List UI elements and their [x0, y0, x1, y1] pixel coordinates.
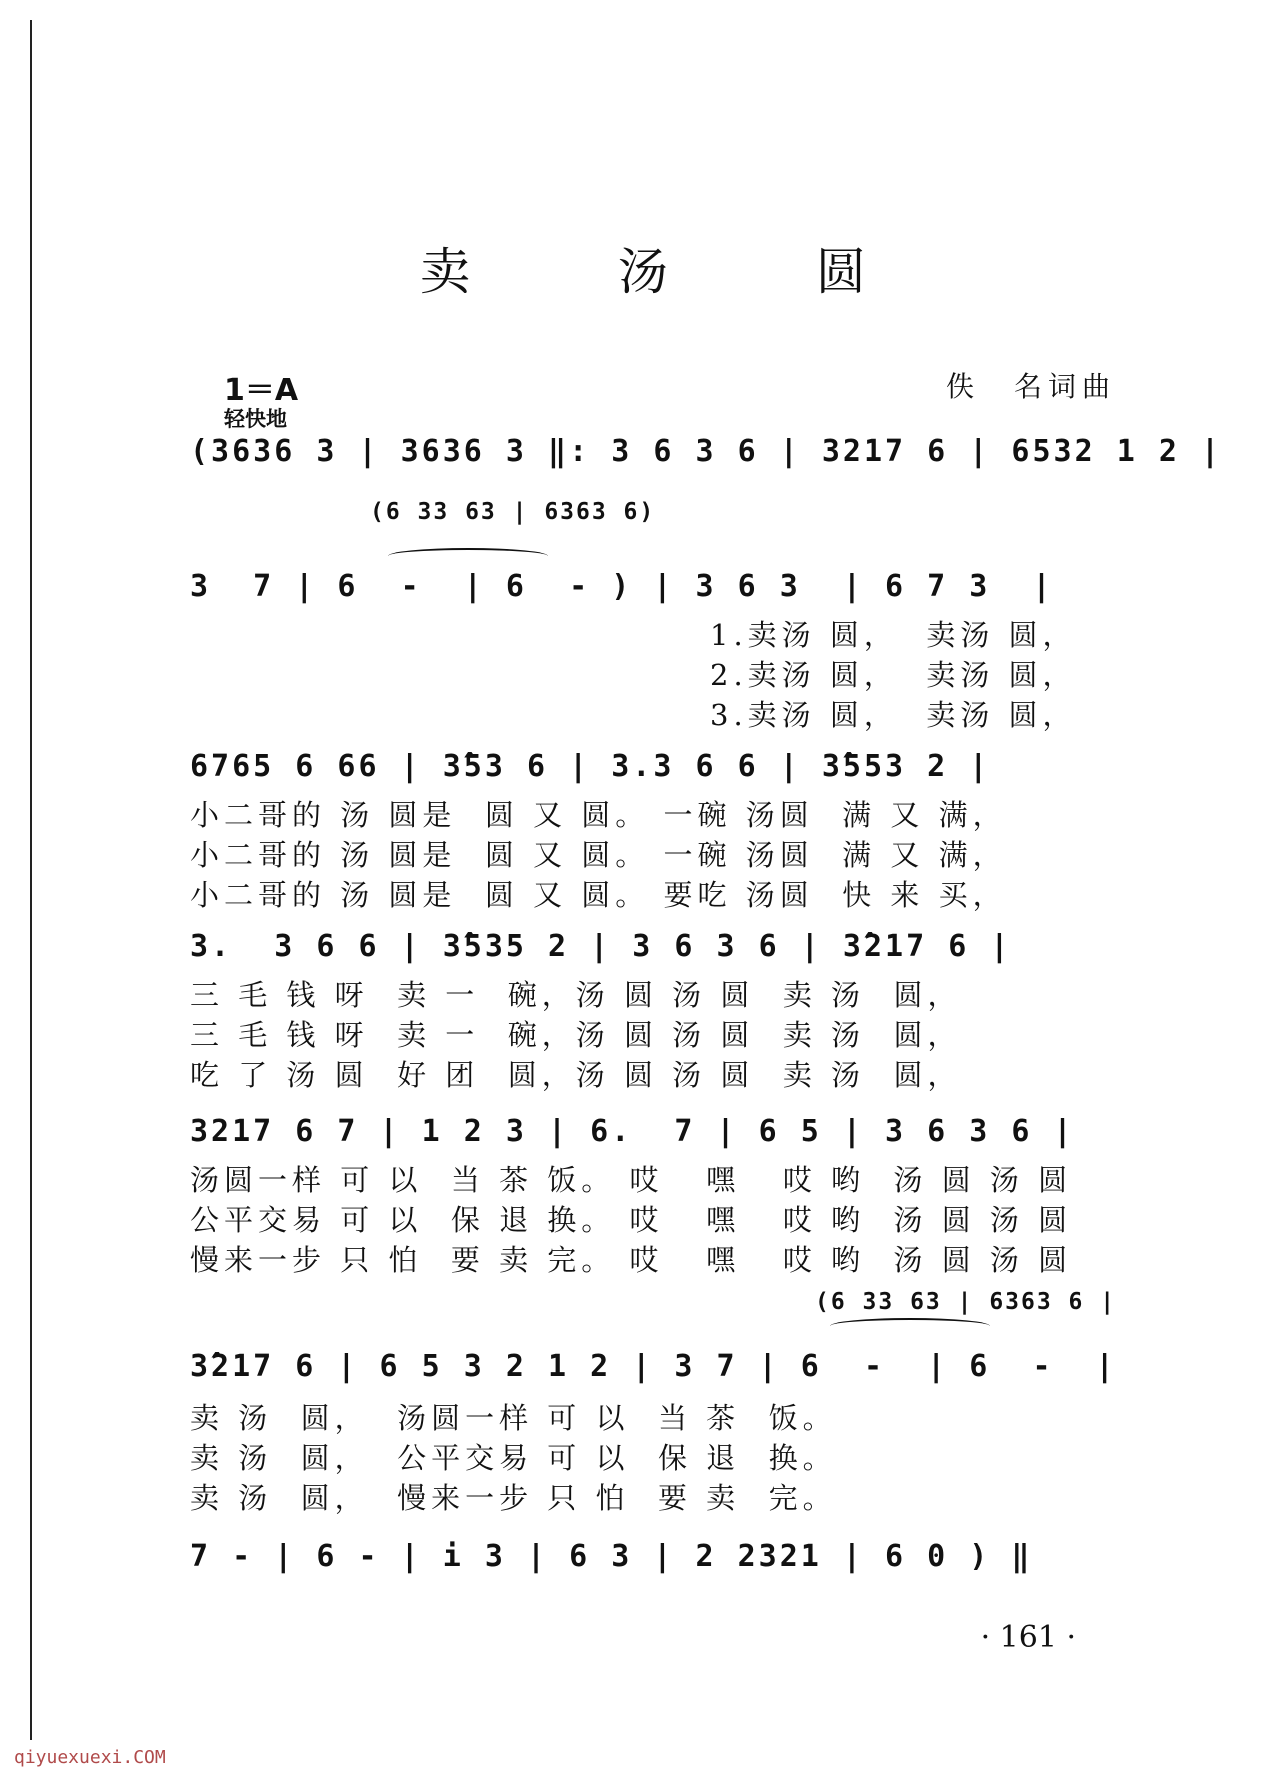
- lyric-block4-2: 卖 汤 圆， 公平交易 可 以 保 退 换。: [190, 1441, 837, 1475]
- notation-line-1: (3636 3 | 3636 3 ‖: 3 6 3 6 | 3217 6 | 6532 1 2 |: [190, 434, 1223, 469]
- notation-line-7: 7 - | 6 - | i 3 | 6 3 | 2 2321 | 6 0 ) ‖: [190, 1539, 1033, 1574]
- lyric-intro-1: 1.卖汤 圆， 卖汤 圆，: [710, 618, 1077, 652]
- lyric-intro-2: 2.卖汤 圆， 卖汤 圆，: [710, 658, 1077, 692]
- notation-line-2: 3 7 | 6 - | 6 - ) | 3 6 3 | 6 7 3 |: [190, 569, 1054, 604]
- lyric-block4-1: 卖 汤 圆， 汤圆一样 可 以 当 茶 饭。: [190, 1401, 837, 1435]
- lyric-block1-3: 小二哥的 汤 圆是 圆 又 圆。 要吃 汤圆 快 来 买，: [190, 878, 1007, 912]
- notation-line-1-sub: (6 33 63 | 6363 6): [370, 499, 656, 525]
- notation-line-6: 3̂217 6 | 6 5 3 2 1 2 | 3 7 | 6 - | 6 - |: [190, 1349, 1117, 1384]
- notation-line-3: 6765 6 66 | 3̂53 6 | 3.3 6 6 | 3̂553 2 |: [190, 749, 991, 784]
- watermark: qiyuexuexi.COM: [14, 1747, 166, 1768]
- lyric-intro-3: 3.卖汤 圆， 卖汤 圆，: [710, 698, 1077, 732]
- notation-line-4: 3. 3 6 6 | 3̂535 2 | 3 6 3 6 | 3̂217 6 |: [190, 929, 1012, 964]
- lyric-block4-3: 卖 汤 圆， 慢来一步 只 怕 要 卖 完。: [190, 1481, 837, 1515]
- credit: 佚 名词曲: [945, 370, 1116, 403]
- lyric-block2-2: 三 毛 钱 呀 卖 一 碗，汤 圆 汤 圆 卖 汤 圆，: [190, 1018, 962, 1052]
- notation-line-5-sub: (6 33 63 | 6363 6 |: [815, 1289, 1117, 1315]
- lyric-block3-3: 慢来一步 只 怕 要 卖 完。 哎 嘿 哎 哟 汤 圆 汤 圆: [190, 1243, 1073, 1277]
- lyric-block2-1: 三 毛 钱 呀 卖 一 碗，汤 圆 汤 圆 卖 汤 圆，: [190, 978, 962, 1012]
- lyric-block1-1: 小二哥的 汤 圆是 圆 又 圆。 一碗 汤圆 满 又 满，: [190, 798, 1007, 832]
- slur: [830, 1318, 990, 1334]
- page-number: · 161 ·: [980, 1620, 1076, 1655]
- lyric-block2-3: 吃 了 汤 圆 好 团 圆，汤 圆 汤 圆 卖 汤 圆，: [190, 1058, 962, 1092]
- key-signature: 1＝A: [224, 373, 299, 408]
- song-title: 卖 汤 圆: [420, 243, 932, 301]
- slur: [388, 548, 548, 564]
- lyric-block3-1: 汤圆一样 可 以 当 茶 饭。 哎 嘿 哎 哟 汤 圆 汤 圆: [190, 1163, 1073, 1197]
- tempo-marking: 轻快地: [224, 407, 287, 431]
- lyric-block1-2: 小二哥的 汤 圆是 圆 又 圆。 一碗 汤圆 满 又 满，: [190, 838, 1007, 872]
- notation-line-5: 3217 6 7 | 1 2 3 | 6. 7 | 6 5 | 3 6 3 6 |: [190, 1114, 1075, 1149]
- lyric-block3-2: 公平交易 可 以 保 退 换。 哎 嘿 哎 哟 汤 圆 汤 圆: [190, 1203, 1073, 1237]
